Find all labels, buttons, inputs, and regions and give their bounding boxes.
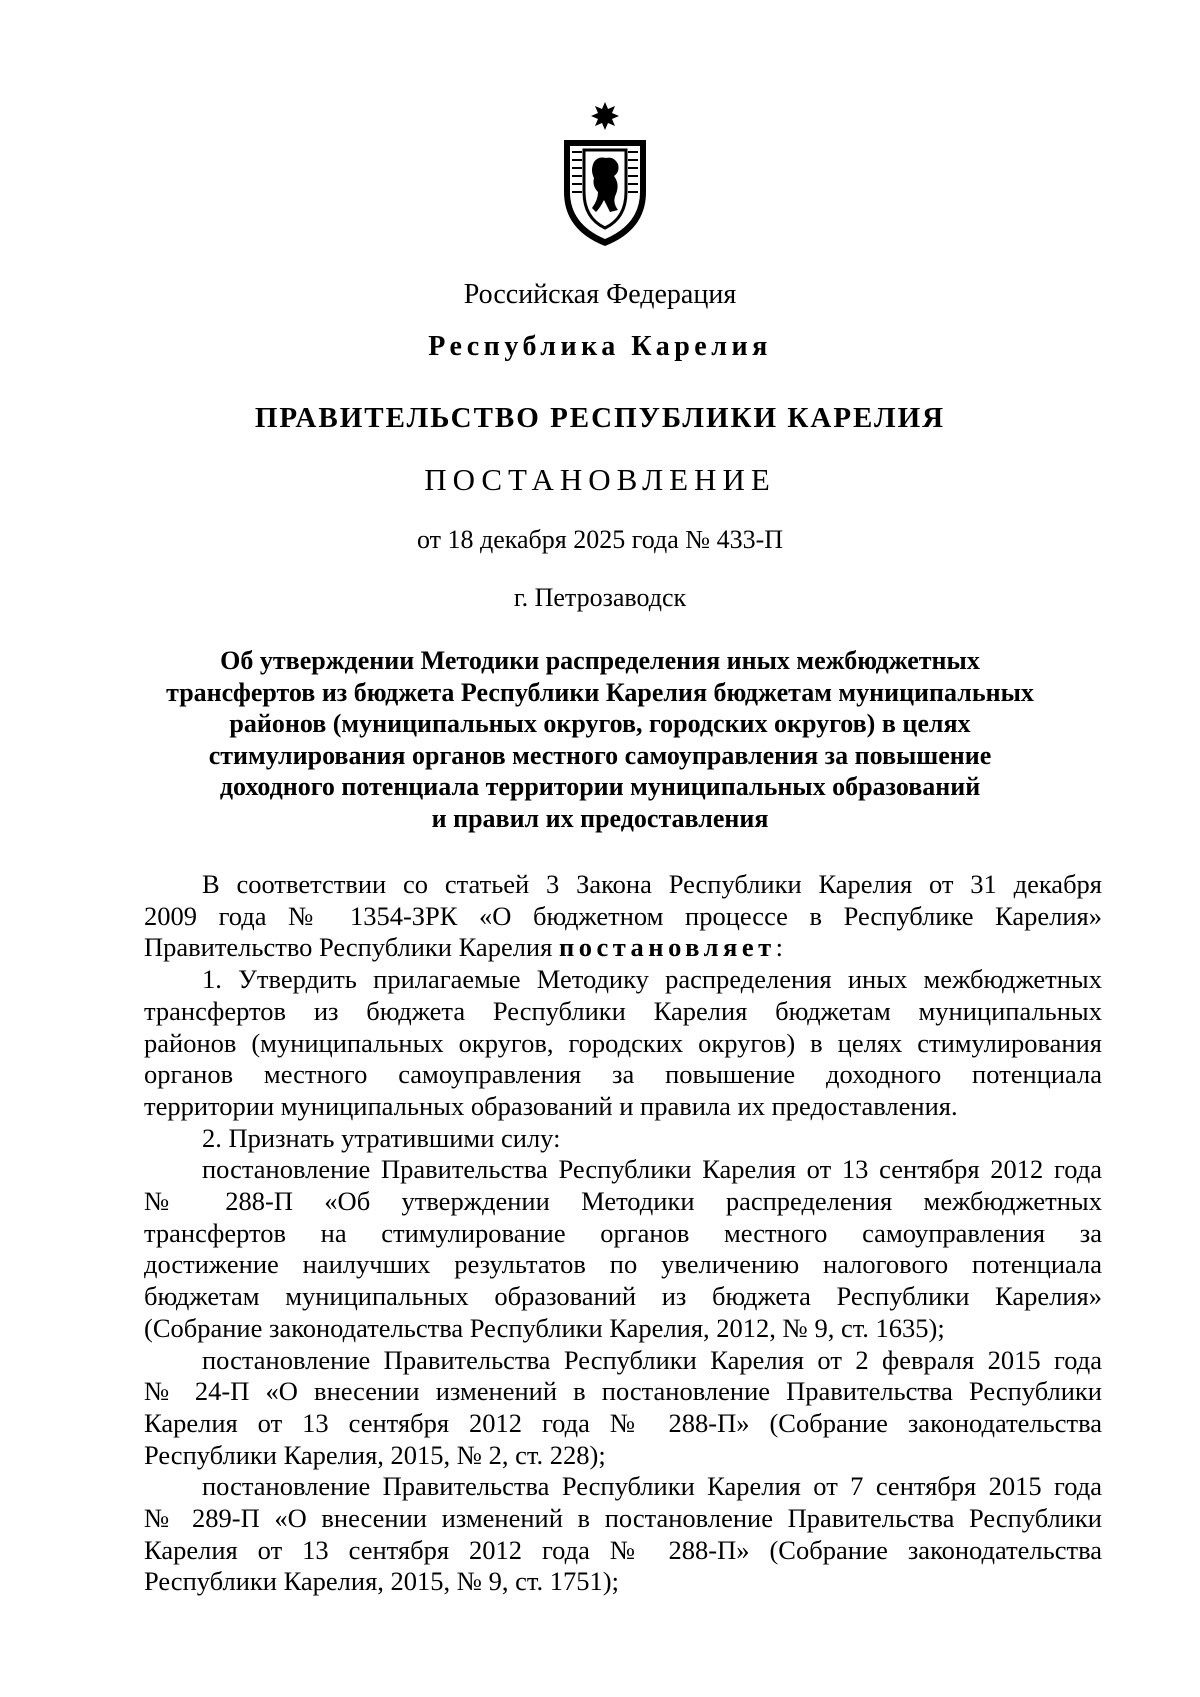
body-line: постановление Правительства Республики Карелия от 2 февраля 2015 года bbox=[202, 1344, 1102, 1375]
body-line: трансфертов из бюджета Республики Карелия бюджетам муниципальных bbox=[144, 995, 1102, 1026]
body-line: постановление Правительства Республики Карелия от 7 сентября 2015 года bbox=[202, 1471, 1102, 1502]
title-line: и правил их предоставления bbox=[431, 803, 769, 833]
body-line: Республики Карелия, 2015, № 2, ст. 228); bbox=[144, 1439, 606, 1470]
body-text: : bbox=[775, 932, 783, 963]
body-line: бюджетам муниципальных образований из бюджета Республики Карелия» bbox=[144, 1281, 1102, 1312]
body-line: органов местного самоуправления за повышение доходного потенциала bbox=[144, 1059, 1102, 1090]
body-line: (Собрание законодательства Республики Карелия, 2012, № 9, ст. 1635); bbox=[144, 1312, 945, 1343]
government-name: ПРАВИТЕЛЬСТВО РЕСПУБЛИКИ КАРЕЛИЯ bbox=[254, 402, 946, 434]
body-line: районов (муниципальных округов, городских округов) в целях стимулирования bbox=[144, 1027, 1102, 1058]
body-line: Карелия от 13 сентября 2012 года № 288-П» (Собрание законодательства bbox=[144, 1407, 1102, 1438]
body-line: 1. Утвердить прилагаемые Методику распределения иных межбюджетных bbox=[202, 964, 1102, 995]
body-line bbox=[144, 932, 1102, 964]
title-line: доходного потенциала территории муниципальных образований bbox=[219, 772, 981, 801]
body-line: № 24-П «О внесении изменений в постановление Правительства Республики bbox=[144, 1376, 1102, 1407]
body-line: 2009 года № 1354-ЗРК «О бюджетном процессе в Республике Карелия» bbox=[144, 900, 1102, 931]
body-line: № 288-П «Об утверждении Методики распределения межбюджетных bbox=[144, 1186, 1102, 1217]
body-text: Правительство Республики Карелия bbox=[144, 932, 559, 963]
document-type: ПОСТАНОВЛЕНИЕ bbox=[424, 462, 776, 497]
title-line: районов (муниципальных округов, городских округов) в целях bbox=[229, 709, 971, 738]
body-line: № 289-П «О внесении изменений в постановление Правительства Республики bbox=[144, 1503, 1102, 1534]
resolve-keyword: постановляет bbox=[558, 932, 776, 963]
title-line: трансфертов из бюджета Республики Карелия бюджетам муниципальных bbox=[166, 677, 1034, 707]
body-line: трансфертов на стимулирование органов местного самоуправления за bbox=[144, 1217, 1102, 1248]
body-line: постановление Правительства Республики Карелия от 13 сентября 2012 года bbox=[202, 1154, 1102, 1185]
body-line: 2. Признать утратившими силу: bbox=[202, 1122, 561, 1153]
body-line: Республики Карелия, 2015, № 9, ст. 1751); bbox=[144, 1566, 619, 1597]
body-line: В соответствии со статьей 3 Закона Республики Карелия от 31 декабря bbox=[202, 869, 1102, 899]
body-line: территории муниципальных образований и правила их предоставления. bbox=[144, 1090, 958, 1121]
country-name: Российская Федерация bbox=[463, 279, 737, 310]
body-line: Карелия от 13 сентября 2012 года № 288-П» (Собрание законодательства bbox=[144, 1534, 1102, 1565]
document-body bbox=[144, 869, 1102, 1598]
document-city: г. Петрозаводск bbox=[513, 583, 687, 612]
title-line: Об утверждении Методики распределения иных межбюджетных bbox=[220, 646, 980, 675]
coat-of-arms-emblem bbox=[560, 100, 650, 250]
republic-name: Республика Карелия bbox=[428, 331, 772, 362]
document-title bbox=[0, 645, 1200, 834]
title-line: стимулирования органов местного самоуправления за повышение bbox=[208, 740, 992, 770]
document-date-number: от 18 декабря 2025 года № 433-П bbox=[416, 525, 784, 554]
body-line: достижение наилучших результатов по увеличению налогового потенциала bbox=[144, 1249, 1102, 1280]
